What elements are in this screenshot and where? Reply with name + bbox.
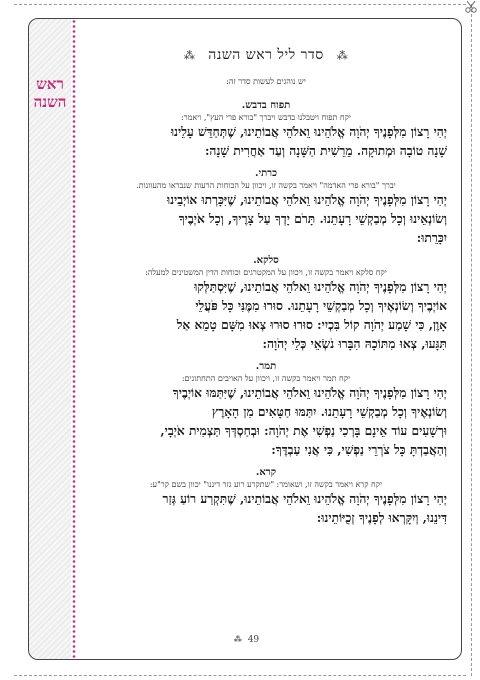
section-instruction: יקח תפוח ויטבלנו בדבש ויברך "בורא פרי העץ", ויאמר:: [181, 113, 351, 122]
page-title: [81, 47, 451, 64]
prayer-line: יְהִי רָצוֹן מִלְּפָנֶיךָ יְהֹוָה אֱלֹהֵינוּ וֵאלֹהֵי אֲבוֹתֵינוּ, שֶׁתִּקְרַע רוֹעַ גְּזַר: [162, 492, 447, 506]
cut-line-right: [471, 4, 472, 676]
section: [81, 466, 451, 528]
prayer-line: דִּינֵנוּ, וְיִקָּרְאוּ לְפָנֶיךָ זְכֻיּוֹתֵינוּ:: [316, 511, 447, 525]
prayer-line: יְהִי רָצוֹן מִלְּפָנֶיךָ יְהֹוָה אֱלֹהֵינוּ וֵאלֹהֵי אֲבוֹתֵינוּ, שֶׁיִּתַּמּוּ אוֹיְבֶיךָ: [172, 386, 447, 400]
side-label-line-2: השנה: [33, 93, 67, 111]
section-instruction: יקח סלקא ויאמר בקשה זו, ויכוון על המקטרגים וכוחות הדין המשטינים למעלה:: [145, 268, 387, 277]
section: [81, 167, 451, 248]
prayer-line: וְהַאֲבַדְתָּ כָּל צֹרְרֵי נַפְשִׁי, כִּי אֲנִי עַבְדֶּךָ:: [271, 443, 447, 457]
dotted-divider: [72, 19, 76, 659]
section-instruction: יקח תמר ויאמר בקשה זו, ויכוון על האויבים התחתונים:: [181, 374, 351, 383]
cut-line-bottom: [14, 675, 466, 676]
section-heading: כרתי.: [254, 168, 277, 179]
prayer-line: וּרְשָׁעִים עוֹד אֵינָם בָּרְכִי נַפְשִׁי אֶת יְהֹוָה: וּבְחַסְדְּךָ תַּצְמִית אֹיְבָי,: [160, 424, 447, 438]
prayer-line: יִכָּרֵתוּ:: [416, 231, 447, 245]
page-number-text: 49: [247, 635, 260, 645]
prayer-line: וְשׂוֹנְאֶיךָ וְכָל מְבַקְשֵׁי רָעָתֵנוּ. יִתַּמּוּ חַטָּאִים מִן הָאָרֶץ: [211, 405, 447, 419]
section-heading: תמר.: [255, 361, 277, 372]
prayer-line: תִּגָּעוּ, צְאוּ מִתּוֹכָהּ הִבָּרוּ נֹשְׂאֵי כְּלֵי יְהֹוָה:: [262, 337, 447, 351]
sections-container: [81, 99, 451, 528]
ornament-left-icon: ⁂: [183, 49, 196, 62]
section-heading: תפוח בדבש.: [241, 100, 291, 111]
section: [81, 254, 451, 354]
page-number: [29, 635, 461, 645]
page-ornament-icon: ⁂: [233, 635, 242, 644]
prayer-line: יְהִי רָצוֹן מִלְּפָנֶיךָ יְהֹוָה אֱלֹהֵינוּ וֵאלֹהֵי אֲבוֹתֵינוּ, שֶׁיִּסְתַּלְּקוּ: [194, 280, 447, 294]
scissors-icon: [464, 0, 478, 14]
prayer-line: יְהִי רָצוֹן מִלְּפָנֶיךָ יְהֹוָה אֱלֹהֵינוּ וֵאלֹהֵי אֲבוֹתֵינוּ, שֶׁתְּחַדֵּשׁ עָלֵינוּ: [170, 125, 447, 139]
prayer-line: שָׁנָה טוֹבָה וּמְתוּקָה. מֵרֵשִׁית הַשָּׁנָה וְעַד אַחֲרִית שָׁנָה:: [204, 144, 447, 158]
page-content: [81, 19, 451, 659]
section: [81, 99, 451, 161]
side-label-line-1: ראש: [36, 75, 64, 93]
section-heading: קרא.: [255, 467, 277, 478]
side-tab-label: [31, 75, 69, 111]
prayer-line: וְשׂוֹנְאֵינוּ וְכָל מְבַקְשֵׁי רָעָתֵנוּ. תָּרֹם יָדְךָ עַל צָרֶיךָ, וְכָל אֹיְבֶיךָ: [178, 212, 447, 226]
prayer-card: [28, 18, 462, 660]
cut-line-top: [14, 4, 466, 5]
section-instruction: יברך "בורא פרי האדמה" ויאמר בקשה זו, ויכוון על הכוחות הרעות שנבראו מהעוונות.: [136, 181, 396, 190]
ornament-right-icon: ⁂: [336, 49, 349, 62]
side-tab: [29, 19, 71, 659]
prayer-line: אוֹיְבֶיךָ וְשׂוֹנְאֶיךָ וְכָל מְבַקְשֵׁי רָעָתֵנוּ. סוּרוּ מִמֶּנִּי כָּל פֹּעֲלֵי: [195, 299, 447, 313]
section-heading: סלקא.: [253, 255, 279, 266]
prayer-line: אָוֶן, כִּי שָׁמַע יְהֹוָה קוֹל בִּכְיִי: סוּרוּ סוּרוּ צְאוּ מִשָּׁם טָמֵא אַל: [176, 318, 447, 332]
prayer-line: יְהִי רָצוֹן מִלְּפָנֶיךָ יְהֹוָה אֱלֹהֵינוּ וֵאלֹהֵי אֲבוֹתֵינוּ, שֶׁיִּכָּרְתוּ אוֹיְבֵינוּ: [166, 193, 447, 207]
section: [81, 360, 451, 460]
section-instruction: יקח קרא ויאמר בקשה זו, ושאומר: "שתקרע רוע גזר דיננו" יכוון בשם קר"ע:: [149, 480, 383, 489]
title-text: סדר ליל ראש השנה: [208, 47, 324, 63]
intro-note: יש נוהגים לעשות סדר זה:: [226, 77, 306, 86]
